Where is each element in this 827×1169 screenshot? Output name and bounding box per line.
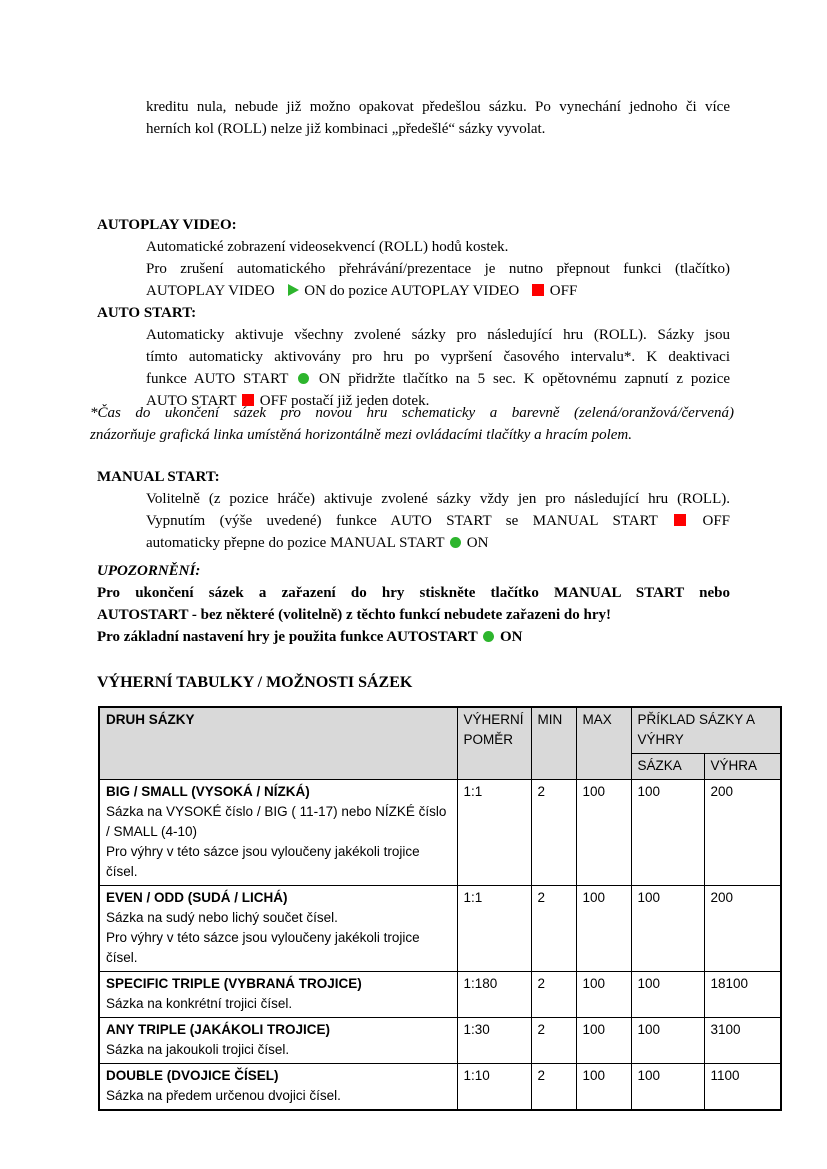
- autoplay-on-text: ON do pozice AUTOPLAY VIDEO: [304, 283, 520, 299]
- table-row-specific-triple: [99, 972, 781, 1018]
- footnote-line-1: *Čas do ukončení sázek pro novou hru schematicky a barevně (zelená/oranžová/červená): [90, 405, 734, 421]
- autoplay-line-3: [146, 280, 730, 302]
- bet-ratio: 1:1: [457, 780, 531, 886]
- manual-off-square-icon: [674, 514, 686, 526]
- bet-ratio: 1:1: [457, 886, 531, 972]
- bet-example-bet: 100: [631, 886, 704, 972]
- warning-on-dot-icon: [483, 631, 494, 642]
- warning-line-2: AUTOSTART - bez některé (volitelně) z těchto funkcí nebudete zařazeni do hry!: [97, 607, 611, 623]
- header-min: MIN: [531, 707, 576, 780]
- bet-example-win: 1100: [704, 1064, 781, 1111]
- intro-line-2: herních kol (ROLL) nelze již kombinaci „předešlé“ sázky vyvolat.: [146, 121, 546, 137]
- header-bet-type: DRUH SÁZKY: [99, 707, 457, 780]
- bet-max: 100: [576, 886, 631, 972]
- payout-tables-heading: VÝHERNÍ TABULKY / MOŽNOSTI SÁZEK: [97, 674, 413, 691]
- manual-line-3-text: automaticky přepne do pozice MANUAL START: [146, 535, 445, 551]
- manual-on-text: ON: [466, 535, 489, 551]
- bet-min: 2: [531, 886, 576, 972]
- bet-title: SPECIFIC TRIPLE (VYBRANÁ TROJICE): [106, 976, 362, 991]
- table-row-even-odd: [99, 886, 781, 972]
- bet-ratio: 1:30: [457, 1018, 531, 1064]
- bet-desc: Sázka na předem určenou dvojici čísel.: [106, 1088, 341, 1103]
- bet-example-win: 200: [704, 886, 781, 972]
- bet-title: BIG / SMALL (VYSOKÁ / NÍZKÁ): [106, 784, 310, 799]
- warning-section: [97, 560, 730, 648]
- manual-on-dot-icon: [450, 537, 461, 548]
- manual-line-2-text: Vypnutím (výše uvedené) funkce AUTO START se MANUAL START: [146, 513, 658, 529]
- intro-paragraph: [146, 96, 730, 140]
- warning-line-3-text: Pro základní nastavení hry je použita funkce AUTOSTART: [97, 629, 478, 645]
- bet-title: EVEN / ODD (SUDÁ / LICHÁ): [106, 890, 288, 905]
- bet-example-win: 3100: [704, 1018, 781, 1064]
- manual-line-2: [146, 510, 730, 532]
- warning-heading: UPOZORNĚNÍ:: [97, 563, 201, 579]
- intro-line-1: kreditu nula, nebude již možno opakovat předešlou sázku. Po vynechání jednoho či více: [146, 99, 730, 115]
- manual-start-section: [97, 466, 730, 554]
- autostart-line-3-text: funkce AUTO START: [146, 371, 289, 387]
- autostart-line-2: tímto automaticky aktivovány pro hru po vypršení časového intervalu*. K deaktivaci: [146, 349, 730, 365]
- bet-example-win: 18100: [704, 972, 781, 1018]
- bet-min: 2: [531, 780, 576, 886]
- autostart-line-4-text: AUTO START: [146, 393, 237, 409]
- autoplay-line-1: Automatické zobrazení videosekvencí (ROLL) hodů kostek.: [146, 239, 509, 255]
- bet-max: 100: [576, 972, 631, 1018]
- manual-off-text: OFF: [702, 513, 731, 529]
- table-row-any-triple: [99, 1018, 781, 1064]
- bet-min: 2: [531, 1064, 576, 1111]
- manual-line-1: Volitelně (z pozice hráče) aktivuje zvolené sázky vždy jen pro následující hru (ROLL).: [146, 491, 730, 507]
- table-row-big-small: [99, 780, 781, 886]
- bet-example-bet: 100: [631, 780, 704, 886]
- timer-footnote: [90, 402, 734, 446]
- manual-start-heading: MANUAL START:: [97, 469, 220, 485]
- autoplay-line-2: Pro zrušení automatického přehrávání/prezentace je nutno přepnout funkci (tlačítko): [146, 261, 730, 277]
- bet-example-bet: 100: [631, 972, 704, 1018]
- bet-desc: Sázka na sudý nebo lichý součet čísel.: [106, 910, 338, 925]
- autoplay-off-square-icon: [532, 284, 544, 296]
- bet-desc: Pro výhry v této sázce jsou vyloučeny jakékoli trojice čísel.: [106, 844, 420, 879]
- autostart-on-text: ON přidržte tlačítko na 5 sec. K opětovnému zapnutí z pozice: [318, 371, 731, 387]
- bet-max: 100: [576, 1018, 631, 1064]
- header-win: VÝHRA: [704, 754, 781, 780]
- bet-min: 2: [531, 1018, 576, 1064]
- bet-max: 100: [576, 1064, 631, 1111]
- autoplay-off-text: OFF: [549, 283, 578, 299]
- header-bet: SÁZKA: [631, 754, 704, 780]
- bet-example-win: 200: [704, 780, 781, 886]
- bet-example-bet: 100: [631, 1018, 704, 1064]
- table-row-double: [99, 1064, 781, 1111]
- header-max: MAX: [576, 707, 631, 780]
- warning-line-1: Pro ukončení sázek a zařazení do hry stiskněte tlačítko MANUAL START nebo: [97, 585, 730, 601]
- header-example: PŘÍKLAD SÁZKY A VÝHRY: [631, 707, 781, 754]
- manual-line-3: [146, 532, 730, 554]
- bet-title: DOUBLE (DVOJICE ČÍSEL): [106, 1068, 279, 1083]
- bet-title: ANY TRIPLE (JAKÁKOLI TROJICE): [106, 1022, 331, 1037]
- bet-max: 100: [576, 780, 631, 886]
- bet-ratio: 1:180: [457, 972, 531, 1018]
- bet-example-bet: 100: [631, 1064, 704, 1111]
- autostart-line-3: [146, 368, 730, 390]
- header-payout-ratio: VÝHERNÍ POMĚR: [457, 707, 531, 780]
- bet-desc: Pro výhry v této sázce jsou vyloučeny jakékoli trojice čísel.: [106, 930, 420, 965]
- bet-desc: Sázka na jakoukoli trojici čísel.: [106, 1042, 290, 1057]
- table-header-row: [99, 707, 781, 754]
- autoplay-video-heading: AUTOPLAY VIDEO:: [97, 217, 237, 233]
- autostart-on-dot-icon: [298, 373, 309, 384]
- warning-line-3: [97, 626, 730, 648]
- autoplay-autostart-section: [97, 214, 730, 412]
- bet-desc: Sázka na VYSOKÉ číslo / BIG ( 11-17) nebo NÍZKÉ číslo / SMALL (4-10): [106, 804, 447, 839]
- autoplay-on-triangle-icon: [288, 284, 299, 296]
- bet-min: 2: [531, 972, 576, 1018]
- autostart-off-text: OFF postačí již jeden dotek.: [259, 393, 430, 409]
- autostart-line-1: Automaticky aktivuje všechny zvolené sázky pro následující hru (ROLL). Sázky jsou: [146, 327, 730, 343]
- warning-on-text: ON: [500, 629, 523, 645]
- payout-table: [98, 706, 782, 1111]
- autoplay-line-3-text: AUTOPLAY VIDEO: [146, 283, 275, 299]
- bet-desc: Sázka na konkrétní trojici čísel.: [106, 996, 293, 1011]
- auto-start-heading: AUTO START:: [97, 305, 197, 321]
- bet-ratio: 1:10: [457, 1064, 531, 1111]
- footnote-line-2: znázorňuje grafická linka umístěná horizontálně mezi ovládacími tlačítky a hracím polem.: [90, 427, 633, 443]
